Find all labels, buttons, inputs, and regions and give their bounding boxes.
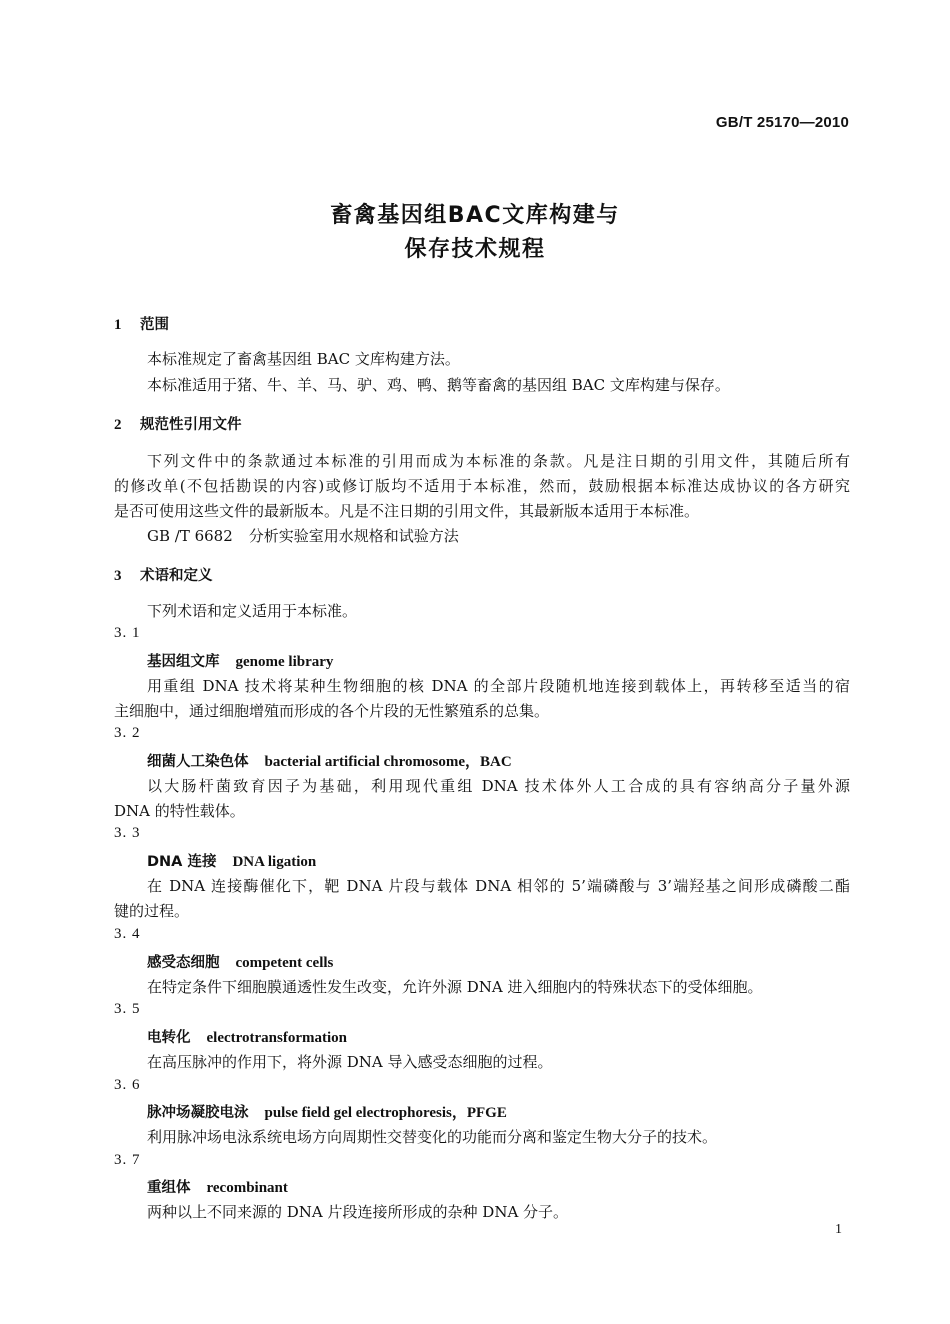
term-definition: 以大肠杆菌致育因子为基础，利用现代重组 DNA 技术体外人工合成的具有容纳高分子量外源 [147,777,850,795]
section-3-heading [114,564,213,585]
paragraph-line: 下列文件中的条款通过本标准的引用而成为本标准的条款。凡是注日期的引用文件，其随后所有 [147,452,850,470]
section-number: 3 [114,568,122,584]
paragraph: 下列术语和定义适用于本标准。 [147,602,358,620]
term-definition: DNA 的特性载体。 [114,802,245,820]
term-en: recombinant [206,1180,288,1196]
term-definition: 利用脉冲场电泳系统电场方向周期性交替变化的功能而分离和鉴定生物大分子的技术。 [147,1128,718,1146]
term-heading [147,850,316,871]
term-number: 3. 4 [114,926,141,942]
term-number: 3. 6 [114,1077,141,1093]
term-definition: 主细胞中，通过细胞增殖而形成的各个片段的无性繁殖系的总集。 [114,702,550,720]
section-1-heading [114,313,169,334]
term-zh: 细菌人工染色体 [147,754,249,770]
paragraph-line: 是否可使用这些文件的最新版本。凡是不注日期的引用文件，其最新版本适用于本标准。 [114,502,700,520]
term-heading [147,650,333,671]
term-heading [147,951,333,972]
term-definition: 在特定条件下细胞膜通透性发生改变，允许外源 DNA 进入细胞内的特殊状态下的受体细胞。 [147,978,763,996]
document-title-line2: 保存技术规程 [404,237,546,262]
section-2-heading [114,413,242,434]
term-definition: 两种以上不同来源的 DNA 片段连接所形成的杂种 DNA 分子。 [147,1203,569,1221]
reference-title: 分析实验室用水规格和试验方法 [248,527,459,545]
section-number: 1 [114,317,122,333]
term-number: 3. 3 [114,825,141,841]
term-zh: 电转化 [147,1030,191,1046]
term-definition: 在 DNA 连接酶催化下，靶 DNA 片段与载体 DNA 相邻的 5’端磷酸与 3’端羟基之间形成磷酸二酯 [147,877,850,895]
section-title: 术语和定义 [140,568,213,584]
term-heading [147,750,512,771]
term-zh: 基因组文库 [147,654,220,670]
term-number: 3. 7 [114,1152,141,1168]
term-en: pulse field gel electrophoresis，PFGE [264,1105,507,1121]
term-en: genome library [235,654,334,670]
paragraph: 本标准规定了畜禽基因组 BAC 文库构建方法。 [147,350,460,368]
term-heading [147,1176,288,1197]
section-title: 范围 [140,317,169,333]
term-zh: DNA 连接 [147,854,217,870]
term-definition: 在高压脉冲的作用下，将外源 DNA 导入感受态细胞的过程。 [147,1053,553,1071]
term-en: electrotransformation [206,1030,348,1046]
term-zh: 重组体 [147,1180,191,1196]
term-en: DNA ligation [232,854,317,870]
term-number: 3. 5 [114,1001,141,1017]
term-heading [147,1101,507,1122]
term-heading [147,1026,347,1047]
document-title-line1: 畜禽基因组BAC文库构建与 [330,203,620,228]
standard-code: GB/T 25170—2010 [715,114,849,131]
term-zh: 感受态细胞 [147,955,220,971]
reference-code: GB /T 6682 [147,527,233,545]
section-title: 规范性引用文件 [140,417,242,433]
section-number: 2 [114,417,122,433]
normative-reference [147,525,459,546]
paragraph: 本标准适用于猪、牛、羊、马、驴、鸡、鸭、鹅等畜禽的基因组 BAC 文库构建与保存。 [147,376,730,394]
term-number: 3. 2 [114,725,141,741]
paragraph-line: 的修改单(不包括勘误的内容)或修订版均不适用于本标准，然而，鼓励根据本标准达成协议的各方研究 [114,477,850,495]
term-en: bacterial artificial chromosome，BAC [264,754,512,770]
term-zh: 脉冲场凝胶电泳 [147,1105,249,1121]
term-definition: 键的过程。 [114,902,190,920]
term-definition: 用重组 DNA 技术将某种生物细胞的核 DNA 的全部片段随机地连接到载体上，再转移至适当的宿 [147,677,850,695]
page-number: 1 [835,1222,842,1237]
term-en: competent cells [235,955,334,971]
term-number: 3. 1 [114,625,141,641]
